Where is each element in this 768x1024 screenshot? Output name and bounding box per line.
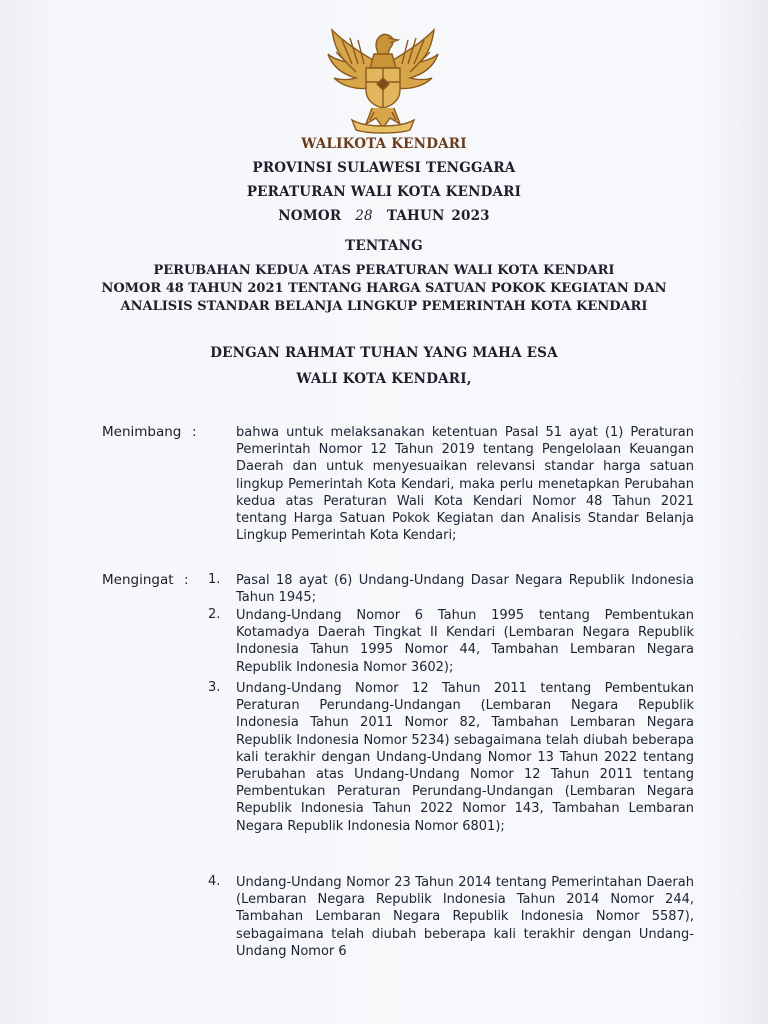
nomor-line: [0, 208, 768, 224]
nomor-value: 28: [355, 208, 373, 224]
list-item-text: Undang-Undang Nomor 6 Tahun 1995 tentang Pembentukan Kotamadya Daerah Tingkat II Kendari (Lembaran Negara Republik Indonesia Tahun 1995 Nomor 44, Tambahan Lembaran Negara Republik Indonesia Nomor 3602);: [236, 608, 694, 675]
list-item-number: 2.: [208, 607, 221, 622]
garuda-emblem-icon: [322, 24, 444, 136]
tentang-heading: TENTANG: [345, 238, 423, 254]
regulation-subject: [0, 262, 768, 316]
issuer-title: WALIKOTA KENDARI: [301, 136, 467, 152]
walikota-line: WALI KOTA KENDARI,: [296, 371, 472, 387]
list-item-text: Pasal 18 ayat (6) Undang-Undang Dasar Negara Republik Indonesia Tahun 1945;: [236, 573, 694, 606]
menimbang-label: Menimbang: [102, 424, 182, 440]
subject-line: ANALISIS STANDAR BELANJA LINGKUP PEMERINTAH KOTA KENDARI: [120, 299, 648, 314]
nomor-label: NOMOR: [278, 208, 342, 224]
mengingat-label: Mengingat: [102, 572, 174, 588]
menimbang-text: bahwa untuk melaksanakan ketentuan Pasal 51 ayat (1) Peraturan Pemerintah Nomor 12 Tahun 2019 tentang Pengelolaan Keuangan Daerah dan untuk menyesuaikan relevansi standar harga satuan lingkup Pemerintah Kota Kendari, maka perlu menetapkan Perubahan kedua atas Peraturan Wali Kota Kendari Nomor 48 Tahun 2021 tentang Harga Satuan Pokok Kegiatan dan Analisis Standar Belanja Lingkup Pemerintah Kota Kendari;: [236, 425, 694, 544]
list-item-text: Undang-Undang Nomor 12 Tahun 2011 tentang Pembentukan Peraturan Perundang-Undangan (Lembaran Negara Republik Indonesia Tahun 2011 Nomor 82, Tambahan Lembaran Negara Republik Indonesia Nomor 5234) sebagaimana telah diubah beberapa kali terakhir dengan Undang-Undang Nomor 13 Tahun 2022 tentang Perubahan atas Undang-Undang Nomor 12 Tahun 2011 tentang Pembentukan Peraturan Perundang-Undangan (Lembaran Negara Republik Indonesia Tahun 2022 Nomor 143, Tambahan Lembaran Negara Republik Indonesia Nomor 6801);: [236, 681, 694, 834]
regulation-title: PERATURAN WALI KOTA KENDARI: [246, 184, 522, 200]
subject-line: PERUBAHAN KEDUA ATAS PERATURAN WALI KOTA KENDARI: [153, 263, 615, 278]
mengingat-colon: :: [184, 572, 189, 588]
list-item-number: 4.: [208, 874, 221, 889]
subject-line: NOMOR 48 TAHUN 2021 TENTANG HARGA SATUAN POKOK KEGIATAN DAN: [101, 281, 667, 296]
rahmat-line: DENGAN RAHMAT TUHAN YANG MAHA ESA: [210, 345, 558, 361]
list-item-number: 1.: [208, 572, 221, 587]
province-title: PROVINSI SULAWESI TENGGARA: [252, 160, 516, 176]
tahun-label: TAHUN 2023: [386, 208, 490, 224]
menimbang-colon: :: [192, 424, 197, 440]
list-item-number: 3.: [208, 680, 221, 695]
list-item-text: Undang-Undang Nomor 23 Tahun 2014 tentang Pemerintahan Daerah (Lembaran Negara Republik Indonesia Tahun 2014 Nomor 244, Tambahan Lembaran Negara Republik Indonesia Nomor 5587), sebagaimana telah diubah beberapa kali terakhir dengan Undang-Undang Nomor 6: [236, 875, 694, 959]
